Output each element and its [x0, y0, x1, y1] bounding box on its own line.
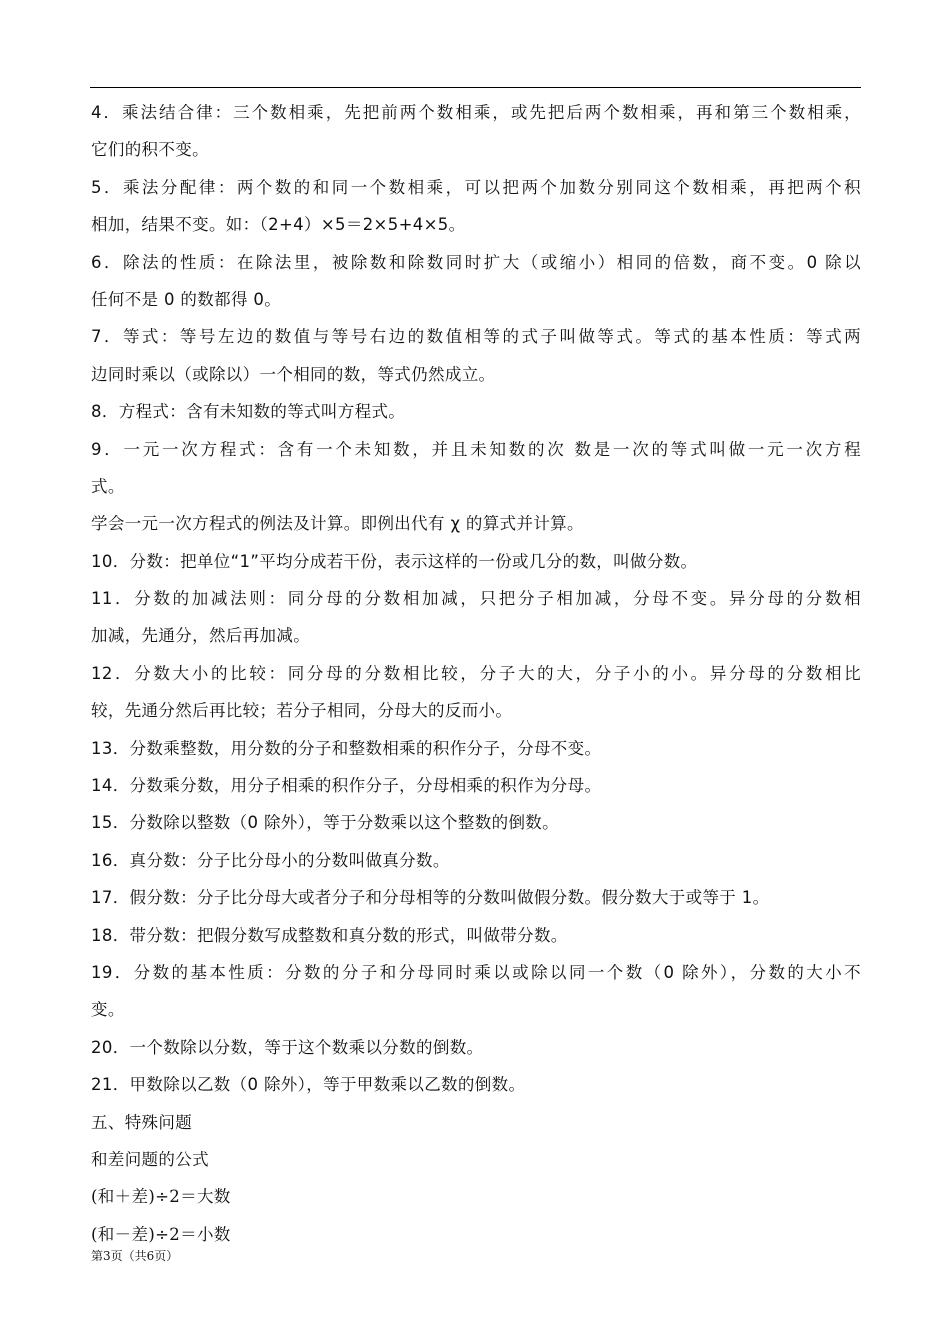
- text-line: 式。: [91, 476, 125, 496]
- page-footer: 第3页（共6页）: [91, 1249, 179, 1263]
- text-line: 14．分数乘分数，用分子相乘的积作分子，分母相乘的积作为分母。: [91, 776, 602, 796]
- text-line: 变。: [91, 1000, 125, 1020]
- header-rule: [90, 87, 861, 88]
- text-line: 4．乘法结合律：三个数相乘，先把前两个数相乘，或先把后两个数相乘，再和第三个数相乘，: [91, 103, 861, 122]
- text-line: 10．分数：把单位“1”平均分成若干份，表示这样的一份或几分的数，叫做分数。: [91, 551, 698, 571]
- text-line: 17．假分数：分子比分母大或者分子和分母相等的分数叫做假分数。假分数大于或等于 1。: [91, 888, 770, 908]
- text-line: 相加，结果不变。如：（2+4）×5＝2×5+4×5。: [91, 215, 466, 235]
- text-line: (和＋差)÷2＝大数: [91, 1187, 231, 1207]
- document-body: [91, 94, 861, 1253]
- text-line: 较，先通分然后再比较；若分子相同，分母大的反而小。: [91, 701, 513, 721]
- text-line: 学会一元一次方程式的例法及计算。即例出代有 χ 的算式并计算。: [91, 514, 584, 534]
- text-line: 11．分数的加减法则：同分母的分数相加减，只把分子相加减，分母不变。异分母的分数相: [91, 589, 861, 609]
- text-line: 边同时乘以（或除以）一个相同的数，等式仍然成立。: [91, 364, 496, 384]
- text-line: 16．真分数：分子比分母小的分数叫做真分数。: [91, 850, 450, 870]
- text-line: (和－差)÷2＝小数: [91, 1224, 231, 1244]
- text-line: 18．带分数：把假分数写成整数和真分数的形式，叫做带分数。: [91, 925, 568, 945]
- text-line: 19．分数的基本性质：分数的分子和分母同时乘以或除以同一个数（0 除外），分数的大小不: [91, 962, 861, 982]
- text-line: 任何不是 0 的数都得 0。: [91, 289, 282, 309]
- text-line: 6．除法的性质：在除法里，被除数和除数同时扩大（或缩小）相同的倍数，商不变。0 除以: [91, 252, 861, 272]
- text-line: 加减，先通分，然后再加减。: [91, 626, 311, 646]
- text-line: 13．分数乘整数，用分数的分子和整数相乘的积作分子，分母不变。: [91, 738, 602, 758]
- text-line: 五、特殊问题: [91, 1112, 193, 1132]
- text-line: 15．分数除以整数（0 除外），等于分数乘以这个整数的倒数。: [91, 813, 559, 833]
- text-line: 5．乘法分配律：两个数的和同一个数相乘，可以把两个加数分别同这个数相乘，再把两个积: [91, 177, 861, 197]
- text-line: 8．方程式：含有未知数的等式叫方程式。: [91, 402, 406, 422]
- text-line: 9．一元一次方程式：含有一个未知数，并且未知数的次 数是一次的等式叫做一元一次方程: [91, 439, 861, 459]
- text-line: 20．一个数除以分数，等于这个数乘以分数的倒数。: [91, 1037, 484, 1057]
- text-line: 和差问题的公式: [91, 1149, 209, 1169]
- text-line: 12．分数大小的比较：同分母的分数相比较，分子大的大，分子小的小。异分母的分数相比: [91, 663, 861, 683]
- text-line: 它们的积不变。: [91, 140, 209, 160]
- text-line: 7．等式：等号左边的数值与等号右边的数值相等的式子叫做等式。等式的基本性质：等式两: [91, 327, 861, 347]
- text-line: 21．甲数除以乙数（0 除外），等于甲数乘以乙数的倒数。: [91, 1075, 526, 1095]
